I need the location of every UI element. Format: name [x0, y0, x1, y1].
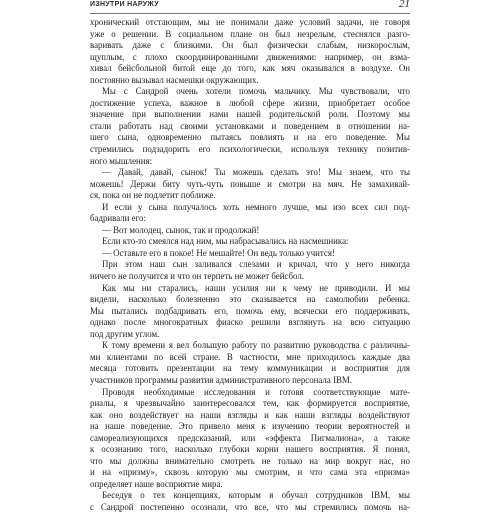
text-line: шего сына, одновременно пытаясь повлиять и на его поведение. Мы	[90, 132, 410, 143]
text-line: — Вот молодец, сынок, так и продолжай!	[102, 224, 260, 235]
text-line: Мы пытались подбадривать его, помочь ему, всячески его поддерживать,	[90, 305, 410, 316]
text-line: и на «призму», сквозь которую мы смотрим, и что сама эта «призма»	[90, 467, 410, 478]
text-line: ся, пока он не подлетит поближе.	[90, 190, 216, 201]
text-line: уже о решении. В социальном плане он был незрелым, стеснялся разго-	[90, 28, 410, 39]
text-line: определяет наше восприятие мира.	[90, 478, 223, 489]
page-header	[90, 0, 410, 14]
text-line: К тому времени я вел большую работу по развитию руководства с различны-	[102, 340, 410, 351]
text-line: на наше поведение. Это привело меня к изучению теории вероятностей и	[90, 421, 410, 432]
text-line: Как мы ни старались, наши усилия ни к чему не приводили. И мы	[102, 282, 410, 293]
text-line: И если у сына получалось хоть немного лучше, мы изо всех сил под-	[102, 201, 410, 212]
text-line: хронический отстающим, мы не понимали даже условий задачи, не говоря	[90, 17, 410, 27]
body-text	[90, 17, 410, 514]
text-line: к осознанию того, насколько глубоки корни нашего восприятия. Я понял,	[90, 444, 410, 455]
text-line: как оно воздействует на наши взгляды и как наши взгляды воздействуют	[90, 409, 410, 420]
text-line: варивать даже с близкими. Он был физически слабым, низкорослым,	[90, 40, 410, 51]
text-line: — Давай, давай, сынок! Ты можешь сделать это! Мы знаем, что ты	[102, 167, 410, 178]
text-line: достижение успеха, важное в любой сфере жизни, приобретает особое	[90, 97, 410, 108]
text-line: ного мышления:	[90, 155, 153, 166]
text-line: Проводя необходимые исследования и готовя соответствующие мате-	[102, 386, 410, 397]
text-line: постоянно вызывал насмешки окружающих.	[90, 74, 259, 85]
text-line: участников программы развития административного персонала IBM.	[90, 374, 352, 385]
text-line: стали работать над своими установками и поведением в отношении на-	[90, 120, 410, 131]
text-line: риалы, я чрезвычайно заинтересовался тем, как формируется восприятие,	[90, 398, 410, 409]
text-line: однако после многократных фиаско решили взглянуть на всю ситуацию	[90, 317, 410, 328]
text-line: ничего не получится и что он терпеть не может бейсбол.	[90, 271, 305, 282]
text-line: ми клиентами по всей стране. В частности, мне приходилось каждые два	[90, 351, 410, 362]
text-line: хивал бейсбольной битой еще до того, как мяч оказывался в воздухе. Он	[90, 63, 410, 74]
text-line: что мы должны внимательно смотреть не только на мир вокруг нас, но	[90, 455, 410, 466]
running-title: ИЗНУТРИ НАРУЖУ	[90, 1, 159, 8]
page-number: 21	[399, 0, 410, 10]
text-line: с Сандрой постепенно осознали, что все, что мы стремились помочь на-	[90, 501, 410, 512]
text-line: самореализующихся предсказаний, или «эффекта Пигмалиона», а также	[90, 432, 410, 443]
text-line: стремились подзадорить его психологически, используя технику позитив-	[90, 144, 410, 155]
text-line: месяца готовить презентации на тему коммуникации и восприятия для	[90, 363, 410, 374]
text-line: Беседуя о тех концепциях, которым я обучал сотрудников IBM, мы	[102, 490, 410, 501]
text-line: Мы с Сандрой очень хотели помочь мальчику. Мы чувствовали, что	[102, 86, 410, 97]
text-line: значение при выполнении нами нашей родительской роли. Поэтому мы	[90, 109, 410, 120]
text-line: под другим углом.	[90, 328, 160, 339]
text-line: — Оставьте его в покое! Не мешайте! Он ведь только учится!	[102, 247, 335, 258]
text-line: можешь! Держи биту чуть-чуть повыше и смотри на мяч. Не замахивай-	[90, 178, 410, 189]
text-line: Если кто-то смеялся над ним, мы набрасывались на насмешника:	[102, 236, 349, 247]
text-line: щуплым, с плохо скоординированными движениями: например, он взма-	[90, 51, 410, 62]
text-line: видели, насколько болезненно это сказывается на самолюбии ребенка.	[90, 294, 410, 305]
text-line: При этом наш сын заливался слезами и кричал, что у него никогда	[102, 259, 410, 270]
text-line: бадривали его:	[90, 213, 146, 224]
